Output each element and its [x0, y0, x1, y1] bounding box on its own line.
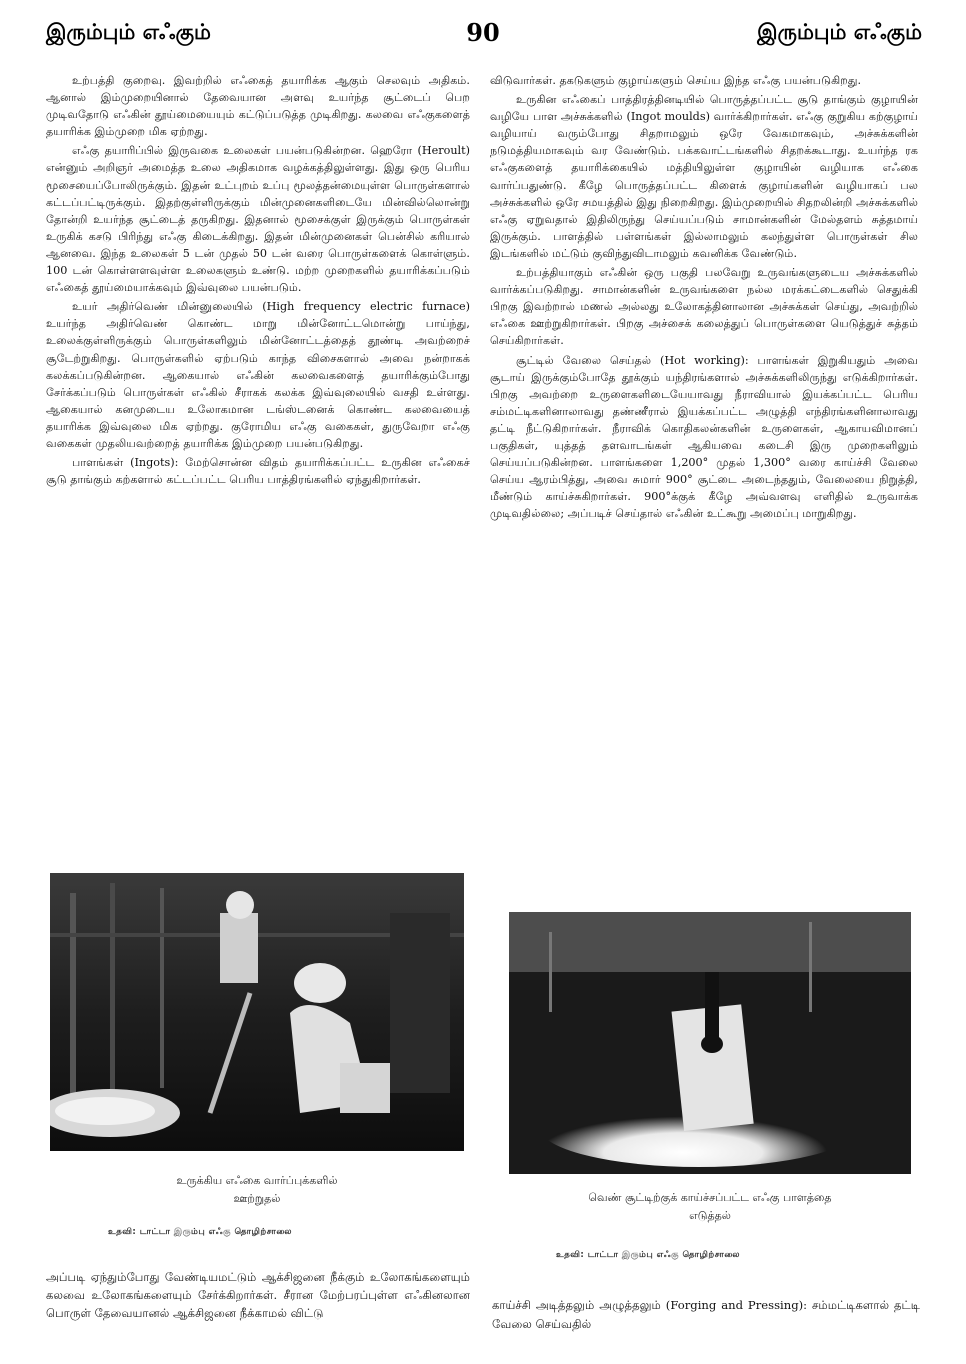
paragraph: உற்பத்தி குறைவு. இவற்றில் எஃகைத் தயாரிக்க ஆகும் செலவும் அதிகம். ஆனால் இம்முறையினால் தேவையான அளவு உயர்ந்த சூட்டைப் பெற முடிவதோடு எஃகின் தூய்மையையும் கட்டுப்படுத்த முடிகிறது. கலவை எஃகுகளைத் தயாரிக்க இம்முறை மிக ஏற்றது.: [46, 74, 470, 139]
running-head-right: இரும்பும் எஃகும்: [757, 20, 922, 44]
paragraph: விடுவார்கள். தகடுகளும் குழாய்களும் செய்ய இந்த எஃகு பயன்படுகிறது.: [490, 74, 862, 87]
paragraph: உற்பத்தியாகும் எஃகின் ஒரு பகுதி பலவேறு உருவங்களுடைய அச்சுக்களில் வார்க்கப்படுகிறது. சாமான்களின் உருவங்களை நல்ல மரக்கட்டைகளில் செதுக்கி பிறகு இவற்றால் மணல் அல்லது உலோகத்தினாலான அச்சுக்கள் செய்து, அவற்றில் எஃகை ஊற்றுகிறார்கள். பிறகு அச்சைக் கலைத்துப் பொருள்களை யெடுத்துச் சுத்தம் செய்கிறார்கள்.: [490, 266, 918, 348]
paragraph: பாளங்கள் (Ingots): மேற்சொன்ன விதம் தயாரிக்கப்பட்ட உருகின எஃகைச் சூடு தாங்கும் கற்களால் கட்டப்பட்ட பெரிய பாத்திரங்களில் ஏந்துகிறார்கள்.: [46, 456, 470, 487]
photo-pouring-steel: [50, 873, 464, 1151]
paragraph: உயர் அதிர்வெண் மின்னுலையில் (High frequency electric furnace) உயர்ந்த அதிர்வெண் கொண்ட மாறு மின்னோட்டமொன்று பாய்ந்து, உலைக்குள்ளிருக்கும் பொருள்களிலும் மின்னோட்டத்தைத் தூண்டி அவற்றைச் சூடேற்றுகிறது. பொருள்களில் ஏற்படும் காந்த விசைகளால் அவை நன்றாகக் கலக்கப்படுகின்றன. ஆகையால் எஃகின் கலவைகளைத் தயாரிக்கும்போது சேர்க்கப்படும் பொருள்கள் எஃகில் சீராகக் கலக்க இவ்வுலையில் வசதி உள்ளது. ஆகையால் கனமுடைய உலோகமான டங்ஸ்டனைக் கொண்ட கலவையைத் தயாரிக்க இவ்வுலை மிக ஏற்றது. குரோமிய எஃகு வகைகள், துருவேறா எஃகு வகைகள் முதலியவற்றைத் தயாரிக்க இம்முறை பயன்படுகிறது.: [46, 300, 470, 450]
photo-white-hot-ingot-illustration: [509, 912, 911, 1174]
caption-line: உருக்கிய எஃகை வார்ப்புக்களில்: [176, 1174, 338, 1187]
left-text-column: [46, 72, 470, 490]
running-head-left: இரும்பும் எஃகும்: [46, 20, 211, 44]
photo-white-hot-ingot: [509, 912, 911, 1174]
right-text-column: [490, 72, 918, 524]
caption-line: வெண் சூட்டிற்குக் காய்ச்சப்பட்ட எஃகு பாளத்தை: [588, 1191, 832, 1204]
paragraph: உருகின எஃகைப் பாத்திரத்தினடியில் பொருத்தப்பட்ட சூடு தாங்கும் குழாயின் வழியே பாள அச்சுக்களில் (Ingot moulds) வார்க்கிறார்கள். எஃகு குறுகிய கற்குழாய் வழியாய் வரும்போது சிதறாமலும் ஒரே வேகமாகவும், அச்சுக்களின் நடுமத்தியமாகவும் வர வேண்டும். பக்கவாட்டங்களில் சிதறக்கூடாது. உயர்ந்த ரக எஃகுகளைத் தயாரிக்கையில் மத்தியிலுள்ள குழாயின் வழியாக எஃகை வார்ப்பதுண்டு. கீழே பொருத்தப்பட்ட கிளைக் குழாய்களின் வழியாகப் பல அச்சுக்களில் ஒரே சமயத்தில் இது நிறைகிறது. இம்முறையில் சிதறலின்றி அச்சுக்களில் எஃகு ஏறுவதால் இதிலிருந்து செய்யப்படும் சாமான்களின் மேல்தளம் சுத்தமாய் இருக்கும். பாளத்தில் பள்ளங்கள் இல்லாமலும் கலந்துள்ள பொருள்கள் சில இடங்களில் மட்டும் குவிந்துவிடாமலும் கவனிக்க வேண்டும்.: [490, 93, 918, 260]
figure-credit-left: உதவி: டாட்டா இரும்பு எஃகு தொழிற்சாலை: [108, 1227, 292, 1237]
photo-pouring-steel-illustration: [50, 873, 464, 1151]
figure-caption-left: [50, 1172, 464, 1208]
figure-caption-right: [509, 1189, 911, 1225]
caption-line: ஊற்றுதல்: [233, 1192, 281, 1205]
page-number: 90: [466, 18, 500, 47]
caption-line: எடுத்தல்: [689, 1209, 731, 1222]
paragraph: சூட்டில் வேலை செய்தல் (Hot working): பாளங்கள் இறுகியதும் அவை சூடாய் இருக்கும்போதே தூக்கும் யந்திரங்களால் அச்சுக்களிலிருந்து எடுக்கிறார்கள். பிறகு அவற்றை உருளைகளிடையேயாவது நீராவியால் இயக்கப்பட்ட பெரிய சம்மட்டிகளினாலாவது தண்ணீரால் இயக்கப்பட்ட அழுத்தி எந்திரங்களினாலாவது தட்டி நீட்டுகிறார்கள். நீராவிக் கொதிகலன்களின் உருளைகள், ஆகாயவிமானப் பகுதிகள், யுத்தத் தளவாடங்கள் ஆகியவை கடைசி இரு முறைகளிலும் செய்யப்படுகின்றன. பாளங்களை 1,200° முதல் 1,300° வரை காய்ச்சி வேலை செய்ய ஆரம்பித்து, அவை சுமார் 900° சூட்டை அடைந்ததும், வேலையை நிறுத்தி, மீண்டும் காய்ச்சுகிறார்கள். 900°க்குக் கீழே அவ்வளவு எளிதில் உருவாக்க முடிவதில்லை; அப்படிச் செய்தால் எஃகின் உட்கூறு அமைப்பு மாறுகிறது.: [490, 353, 918, 521]
paragraph: எஃகு தயாரிப்பில் இருவகை உலைகள் பயன்படுகின்றன. ஹெரோ (Heroult) என்னும் அறிஞர் அமைத்த உலை அதிகமாக வழக்கத்திலுள்ளது. இது ஒரு பெரிய மூசையைப்போலிருக்கும். இதன் உட்புறம் உப்பு மூலத்தன்மையுள்ள பொருள்களால் கட்டப்பட்டிருக்கும். இதற்குள்ளிருக்கும் மின்முனைகளிடையே மின்வில்லொன்று தோன்றி உயர்ந்த சூட்டைத் தருகிறது. இதனால் மூசைக்குள் இருக்கும் பொருள்கள் உருகிக் கசடு பிரிந்து எஃகு கிடைக்கிறது. இதன் மின்முனைகள் பென்சில் கரியால் ஆனவை. இந்த உலைகள் 5 டன் முதல் 50 டன் வரை பொருள்களைக் கொள்ளும். 100 டன் கொள்ளளவுள்ள உலைகளும் உண்டு. மற்ற முறைகளில் தயாரிக்கப்படும் எஃகைத் தூய்மையாக்கவும் இவ்வுலை பயன்படும்.: [46, 144, 470, 295]
figure-credit-right: உதவி: டாட்டா இரும்பு எஃகு தொழிற்சாலை: [556, 1250, 740, 1260]
left-continuation-text: அப்படி ஏந்தும்போது வேண்டியமட்டும் ஆக்சிஜனை நீக்கும் உலோகங்களையும் கலவை உலோகங்களையும் சேர்க்கிறார்கள். சீரான மேற்பரப்புள்ள எஃகினலான பொருள் தேவையானல் ஆக்சிஜனை நீக்காமல் விட்டு: [46, 1270, 470, 1320]
right-section-start: காய்ச்சி அடித்தலும் அழுத்தலும் (Forging and Pressing): சம்மட்டிகளால் தட்டி வேலை செய்வதில்: [492, 1298, 920, 1331]
